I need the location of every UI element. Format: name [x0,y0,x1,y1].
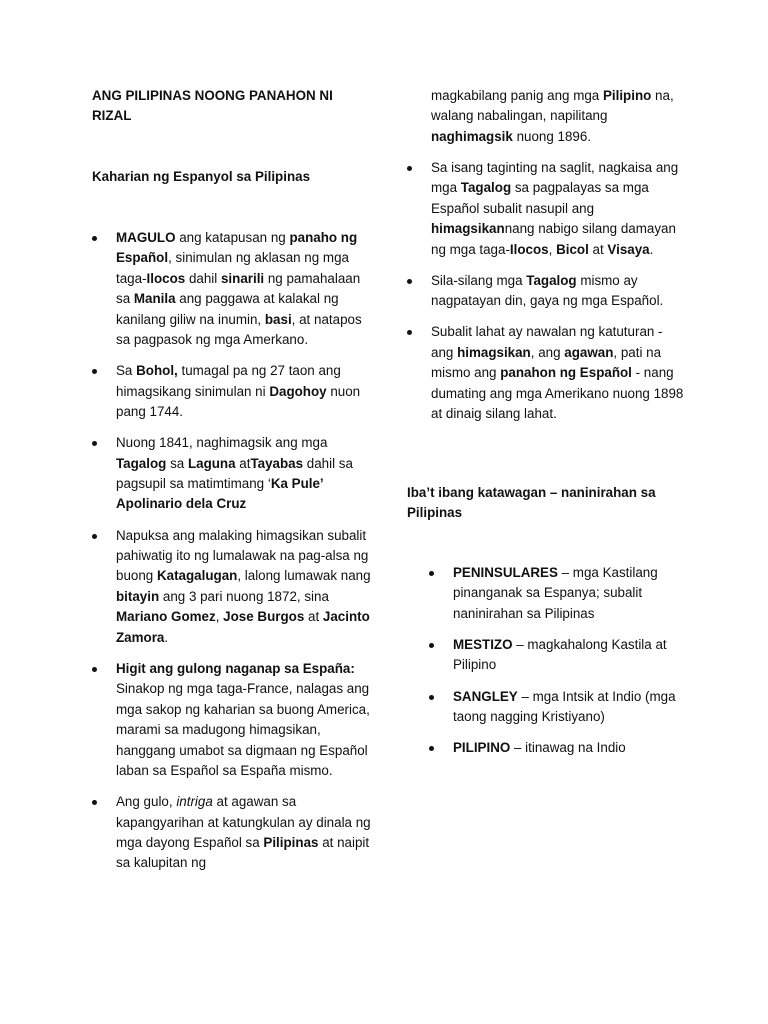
bold-text: Laguna [187,455,236,471]
bold-text: Pilipino [602,88,652,103]
text-run: Sa [116,363,137,379]
italic-text: intriga [176,794,213,810]
text-run: na, walang nabalingan, napilitang [431,88,674,124]
history-bullet-list [92,228,372,885]
list-item [92,433,372,515]
list-item [429,738,687,758]
bold-text: Mariano Gomez [116,609,216,625]
bold-text: Tagalog [460,180,512,196]
bullet-icon [92,236,97,241]
section-heading-katawagan: Iba’t ibang katawagan – naninirahan sa Pilipinas [407,485,656,521]
bullet-icon [429,746,434,751]
text-run: – magkahalong Kastila at Pilipino [453,637,667,673]
bold-text: sinarili [220,270,265,286]
bold-text: Pilipinas [263,834,319,850]
bold-text: MAGULO [116,230,176,245]
text-run: – itinawag na Indio [510,740,626,756]
bold-text: naghimagsik [431,128,513,144]
list-item-text [453,687,687,728]
text-run: sa [166,455,188,471]
bold-text: Bicol [556,241,589,257]
list-item [407,158,687,260]
text-run: Sila-silang mga [431,272,527,288]
text-run: mismo ay nagpatayan din, gaya ng mga Español. [431,272,664,309]
text-run: at [304,609,323,625]
text-run: , lalong lumawak nang [237,568,371,584]
bullet-icon [92,441,97,446]
text-run: , at natapos sa pagpasok ng mga Amerkano. [116,311,362,348]
text-run: , ang [530,344,565,360]
list-item-text [431,271,687,312]
bold-text: himagsikan [457,344,531,360]
history-bullet-list-continued [407,86,687,435]
text-run: at naipit sa kalupitan ng [116,834,370,871]
list-item [429,635,687,676]
list-item [92,659,372,781]
bullet-icon [407,166,412,171]
bold-text: Ilocos [146,270,186,286]
list-item-text [431,322,687,424]
bold-text: MESTIZO [453,637,513,653]
text-run: nang nabigo silang damayan ng mga taga- [431,221,676,257]
list-item-text [116,361,372,422]
bullet-icon [92,369,97,374]
bold-text: Jose Burgos [223,609,305,625]
text-run: at agawan sa kapangyarihan at katungkulan ay dinala ng mga dayong Español sa [116,794,371,850]
bold-text: Tayabas [250,455,304,471]
bold-text: panaho ng Español [116,230,358,266]
bullet-icon [429,695,434,700]
text-run: ng pamahalaan sa [116,270,361,307]
text-run: . [649,241,654,257]
text-run: dahil sa pagsupil sa matimtimang ‘ [116,455,353,492]
text-run: ang katapusan ng [175,230,290,245]
text-run: at [235,455,251,471]
bullet-icon [92,667,97,672]
text-run: , sinimulan ng aklasan ng mga taga- [116,250,349,286]
text-run: ang 3 pari nuong 1872, sina [159,588,329,604]
bold-text: panahon ng Español [500,365,632,381]
list-item-text [116,659,372,781]
list-item-text [431,86,687,147]
list-item-text [431,158,687,260]
bold-text: Bohol, [136,363,178,379]
list-item [92,228,372,350]
list-item-text [453,738,687,758]
text-run: Nuong 1841, naghimagsik ang mga [116,435,328,451]
text-run: nuong 1896. [512,128,592,144]
text-run: – mga Kastilang pinanganak sa Espanya; subalit naninirahan sa Pilipinas [453,565,658,621]
bold-text: PENINSULARES [453,565,558,580]
bold-text: PILIPINO [453,740,511,756]
bold-text: Ka Pule’ Apolinario dela Cruz [116,476,323,512]
bullet-icon [407,279,412,284]
text-run: Sa isang taginting na saglit, nagkaisa ang mga [431,160,679,196]
list-item [429,687,687,728]
text-run: at [588,241,608,257]
list-item [407,322,687,424]
bold-text: Manila [133,291,176,307]
bold-text: Visaya [607,241,650,257]
list-item [92,526,372,648]
text-run: Ang gulo, [116,794,177,810]
list-item-text [453,635,687,676]
text-run: , [548,241,557,257]
list-item-text [116,792,372,874]
bullet-icon [429,643,434,648]
text-run: Napuksa ang malaking himagsikan subalit pahiwatig ito ng lumalawak na pag-alsa ng buong [116,527,369,584]
definitions-list [429,563,687,769]
list-item-text [116,526,372,648]
text-run: Subalit lahat ay nawalan ng katuturan - ang [431,324,663,360]
list-item [407,271,687,312]
bold-text: Tagalog [116,455,167,471]
list-item [429,563,687,624]
bold-text: bitayin [116,588,160,604]
text-run: – mga Intsik at Indio (mga taong nagging Kristiyano) [453,688,676,725]
bold-text: Katagalugan [156,568,238,584]
bullet-icon [92,800,97,805]
bold-text: Ilocos [509,241,549,257]
list-item [92,792,372,874]
text-run: - nang dumating ang mga Amerikano nuong 1898 at dinaig silang lahat. [431,365,684,422]
document-title: ANG PILIPINAS NOONG PANAHON NI RIZAL [92,88,333,124]
list-item-text [453,563,687,624]
text-run: ang paggawa at kalakal ng kanilang giliw na inumin, [116,291,339,327]
bold-text: SANGLEY [453,688,518,704]
bold-text: Jacinto Zamora [116,609,370,645]
bold-text: Higit ang gulong naganap sa España: [116,660,355,676]
list-item [407,86,687,147]
bold-text: Tagalog [526,272,577,288]
list-item-text [116,228,372,350]
text-run: , [215,609,224,625]
list-item-text [116,433,372,515]
text-run: . [164,629,169,645]
bullet-icon [92,534,97,539]
bold-text: himagsikan [431,221,505,237]
text-run: dahil [185,270,221,286]
text-run: Sinakop ng mga taga-France, nalagas ang mga sakop ng kaharian sa buong America, marami sa madugong himagsikan, hanggang umabot sa digmaan ng Español laban sa Español sa España mismo. [116,681,370,778]
text-run: tumagal pa ng 27 taon ang himagsikang sinimulan ni [116,363,341,399]
list-item [92,361,372,422]
text-run: , pati na mismo ang [431,344,662,381]
bold-text: Dagohoy [269,383,327,399]
bullet-icon [407,330,412,335]
text-run: sa pagpalayas sa mga Español subalit nasupil ang [431,180,649,216]
bullet-icon [429,571,434,576]
bold-text: agawan [564,344,614,360]
text-run: magkabilang panig ang mga [431,88,603,103]
bold-text: basi [264,311,292,327]
text-run: nuon pang 1744. [116,383,361,420]
section-heading-kaharian: Kaharian ng Espanyol sa Pilipinas [92,169,311,184]
